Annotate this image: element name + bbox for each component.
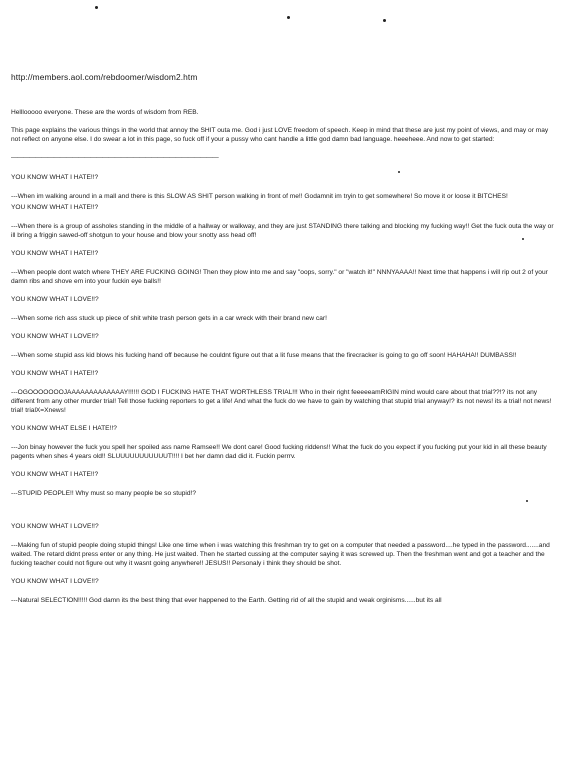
section-heading: YOU KNOW WHAT I HATE!!? — [11, 471, 99, 478]
intro-paragraph: This page explains the various things in the world that annoy the SHIT outa me. God i just LOVE freedom of speech. Keep in mind that these are just my point of views, and may or may not reflect on anyone else. I do swear a lot in this page, so fuck off if your a pussy who cant handle a little god damn bad language. heeeheee. And now to get started: — [11, 127, 549, 143]
section-heading: YOU KNOW WHAT I HATE!!? — [11, 250, 99, 257]
scan-speck — [95, 6, 98, 9]
section-heading: YOU KNOW WHAT ELSE I HATE!!? — [11, 425, 117, 432]
document-body — [11, 108, 559, 614]
greeting-paragraph: Helllooooo everyone. These are the words of wisdom from REB. — [11, 109, 199, 116]
section-text: ---When im walking around in a mall and there is this SLOW AS SHIT person walking in front of me!! Godamnit im tryin to get somewhere! So move it or loose it BITCHES! — [11, 193, 508, 200]
section-heading: YOU KNOW WHAT I LOVE!!? — [11, 296, 99, 303]
section-text: ---STUPID PEOPLE!! Why must so many people be so stupid!? — [11, 490, 197, 497]
section-heading: YOU KNOW WHAT I LOVE!!? — [11, 523, 99, 530]
section-text: ---OGOOOOOOOJAAAAAAAAAAAAAY!!!!!! GOD I FUCKING HATE THAT WORTHLESS TRIAL!!! Who in their right feeeeeamRIGIN mind would care about that trial??!? its not any different from any other murder trial! Tell those fucking reporters to get a life! And what the fuck do we have to gain by watching that stupid trial anyway!? its not news! its a trial! not news! trial! trialX=Xnews! — [11, 389, 552, 414]
page-url: http://members.aol.com/rebdoomer/wisdom2.htm — [11, 72, 198, 82]
section-text: ---When there is a group of assholes standing in the middle of a hallway or walkway, and they are just STANDING there talking and blocking my fucking way!! Get the fuck outa the way or ill bring a friggin sawed-off shotgun to your house and blow your snotty ass head off! — [11, 223, 554, 239]
section-heading: YOU KNOW WHAT I LOVE!!? — [11, 333, 99, 340]
section-heading: YOU KNOW WHAT I HATE!!? — [11, 174, 99, 181]
section-text: ---Making fun of stupid people doing stupid things! Like one time when i was watching this freshman try to get on a computer that needed a password....he typed in the password.......and waited. The retard didnt press enter or any thing. He just waited. Then he started cussing at the computer saying it was screwed up. Then the freshman went and got a teacher and the fucking teacher could not figure out why it wasnt going anywhere!! JESUS!! Personaly i think they should be shot. — [11, 542, 550, 567]
scan-speck — [287, 16, 290, 19]
section-text: ---Jon binay however the fuck you spell her spoiled ass name Ramsee!! We dont care! Good fucking riddens!! What the fuck do you expect if you fucking put your kid in all these beauty pagents when shes 4 years old!! SLUUUUUUUUUUUT!!!! I bet her damn dad did it. Fuckin perrrv. — [11, 444, 547, 460]
section-heading: YOU KNOW WHAT I HATE!!? — [11, 370, 99, 377]
section-heading: YOU KNOW WHAT I LOVE!!? — [11, 578, 99, 585]
section-text: ---When some rich ass stuck up piece of shit white trash person gets in a car wreck with their brand new car! — [11, 315, 327, 322]
scan-speck — [383, 19, 386, 22]
section-text: ---When some stupid ass kid blows his fucking hand off because he couldnt figure out that a lit fuse means that the firecracker is going to go off soon! HAHAHA!! DUMBASS!! — [11, 352, 517, 359]
section-heading: YOU KNOW WHAT I HATE!!? — [11, 204, 99, 211]
section-text: ---Natural SELECTION!!!!! God damn its the best thing that ever happened to the Earth. Getting rid of all the stupid and weak orginisms......but its all — [11, 597, 442, 604]
divider-line: —————————————————————————————————— — [11, 154, 219, 161]
section-text: ---When people dont watch where THEY ARE FUCKING GOING! Then they plow into me and say "oops, sorry." or "watch it!" NNNYAAAA!! Next time that happens i will rip out 2 of your damn ribs and shove em into your fuckin eye balls!! — [11, 269, 548, 285]
